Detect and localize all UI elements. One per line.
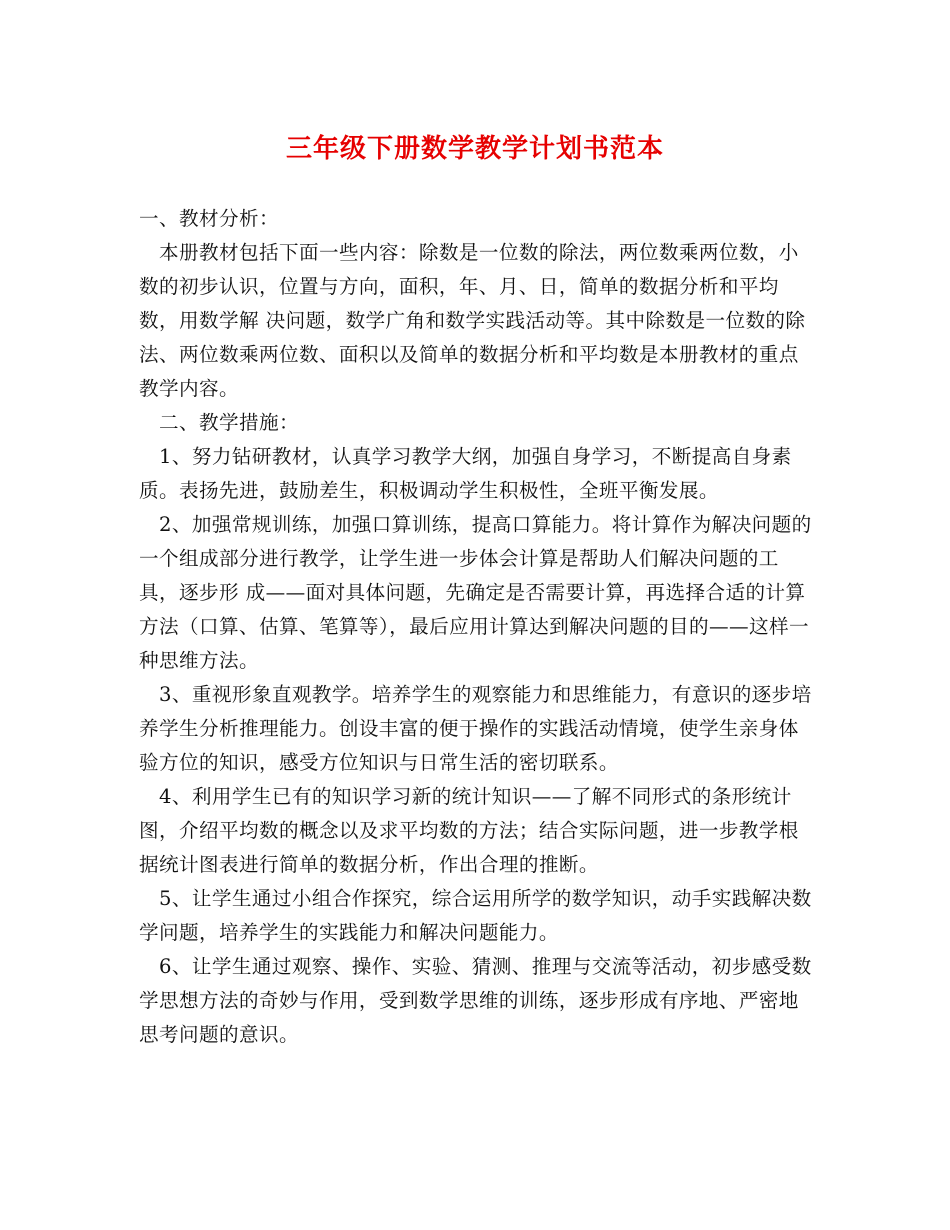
section-heading-teaching-measures: 二、教学措施： [159, 411, 299, 434]
paragraph-measure-2: 2、加强常规训练，加强口算训练，提高口算能力。将计算作为解决问题的一个组成部分进行教学，让学生进一步体会计算是帮助人们解决问题的工具，逐步形 成——面对具体问题，先确定是否需要计算，再选择合适的计算方法（口算、估算、笔算等），最后应用计算达到解决问题的目的——这样一种思维方法。 [139, 513, 812, 672]
paragraph-textbook-content: 本册教材包括下面一些内容：除数是一位数的除法，两位数乘两位数，小数的初步认识，位置与方向，面积，年、月、日，简单的数据分析和平均数，用数学解 决问题，数学广角和数学实践活动等。其中除数是一位数的除法、两位数乘两位数、面积以及简单的数据分析和平均数是本册教材的重点教学内容。 [139, 241, 806, 400]
document-body [139, 202, 814, 1052]
paragraph-measure-1: 1、努力钻研教材，认真学习教学大纲，加强自身学习，不断提高自身素质。表扬先进，鼓励差生，积极调动学生积极性，全班平衡发展。 [139, 445, 792, 502]
document-title: 三年级下册数学教学计划书范本 [285, 134, 664, 164]
paragraph-measure-4: 4、利用学生已有的知识学习新的统计知识——了解不同形式的条形统计图，介绍平均数的概念以及求平均数的方法；结合实际问题，进一步教学根据统计图表进行简单的数据分析，作出合理的推断。 [139, 785, 799, 876]
paragraph-measure-6: 6、让学生通过观察、操作、实验、猜测、推理与交流等活动，初步感受数学思想方法的奇妙与作用，受到数学思维的训练，逐步形成有序地、严密地思考问题的意识。 [139, 955, 812, 1046]
paragraph-measure-5: 5、让学生通过小组合作探究，综合运用所学的数学知识，动手实践解决数学问题，培养学生的实践能力和解决问题能力。 [139, 887, 812, 944]
section-heading-textbook-analysis: 一、教材分析： [139, 207, 279, 230]
paragraph-measure-3: 3、重视形象直观教学。培养学生的观察能力和思维能力，有意识的逐步培养学生分析推理能力。创设丰富的便于操作的实践活动情境，使学生亲身体验方位的知识，感受方位知识与日常生活的密切联系。 [139, 683, 812, 774]
